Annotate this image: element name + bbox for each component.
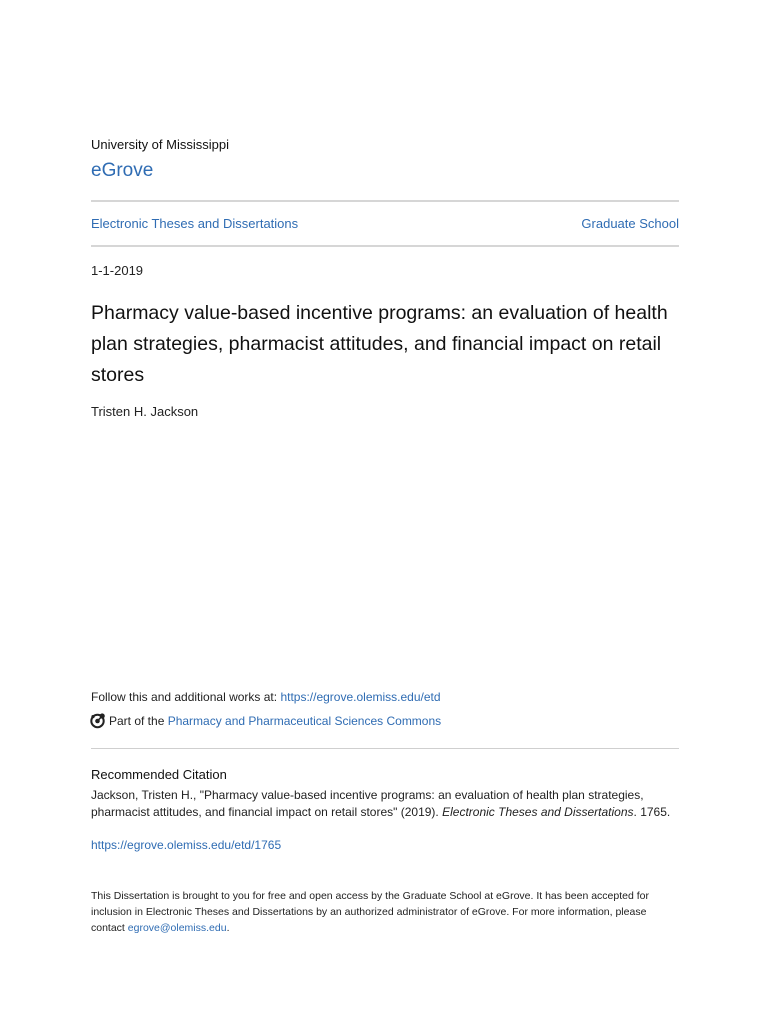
citation-url-link[interactable]: https://egrove.olemiss.edu/etd/1765 [91,838,282,852]
repository-link[interactable]: eGrove [91,160,154,181]
divider [91,200,679,202]
citation-series: Electronic Theses and Dissertations [442,805,634,819]
institution-name: University of Mississippi [91,137,229,152]
school-link[interactable]: Graduate School [581,216,679,231]
notice-text: This Dissertation is brought to you for free and open access by the Graduate School at eGrove. It has been accepted for inclusion in Electronic Theses and Dissertations by an authorized administrator of eGrove. For more information, please contact [91,890,649,934]
follow-line [91,690,441,704]
citation-tail: . 1765. [633,805,671,819]
breadcrumb [91,216,679,231]
publication-date: 1-1-2019 [91,263,144,278]
notice-end: . [226,922,230,934]
network-commons-icon [89,712,106,729]
part-of-label: Part of the [109,713,168,728]
citation-text [91,787,679,821]
divider [91,748,679,749]
divider [91,245,679,247]
commons-link[interactable]: Pharmacy and Pharmaceutical Sciences Commons [167,713,442,728]
follow-url-link[interactable]: https://egrove.olemiss.edu/etd [280,690,441,704]
part-of-line [89,712,441,729]
document-title: Pharmacy value-based incentive programs: an evaluation of health plan strategies, pharmacist attitudes, and financial impact on retail stores [91,302,668,386]
citation-main: Jackson, Tristen H., "Pharmacy value-based incentive programs: an evaluation of health plan strategies, pharmacist attitudes, and financial impact on retail stores" (2019). [91,788,644,819]
citation-heading: Recommended Citation [91,767,227,782]
contact-email-link[interactable]: egrove@olemiss.edu [127,922,227,934]
follow-label: Follow this and additional works at: [91,690,281,704]
access-notice [91,888,679,936]
author-name: Tristen H. Jackson [91,404,199,419]
collection-link[interactable]: Electronic Theses and Dissertations [91,216,299,231]
